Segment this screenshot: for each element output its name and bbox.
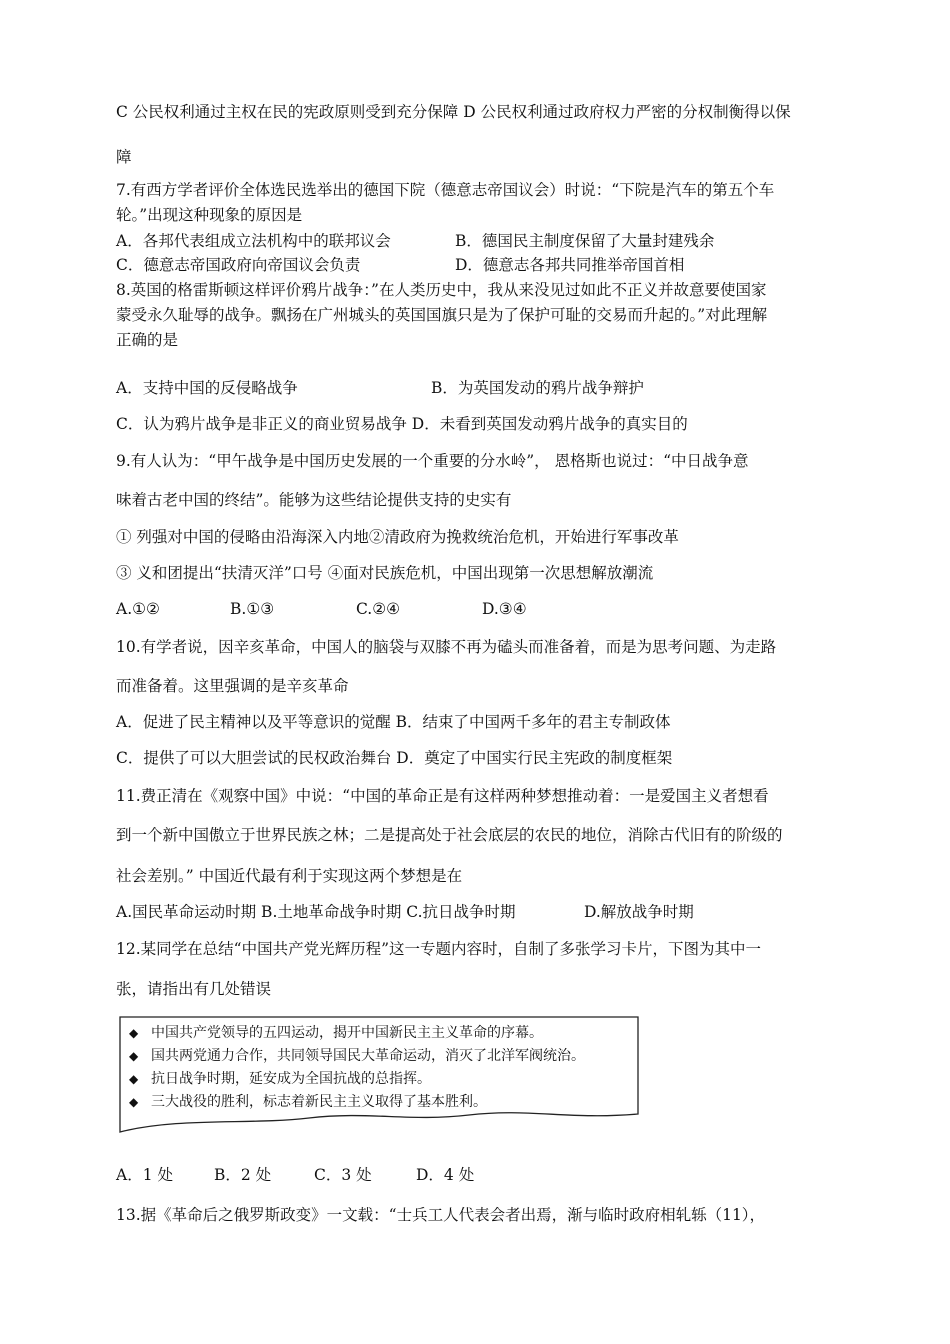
question-9-statements-3-4: ③ 义和团提出“扶清灭洋”口号 ④面对民族危机，中国出现第一次思想解放潮流 <box>116 564 654 582</box>
card-item: ◆ 中国共产党领导的五四运动，揭开中国新民主主义革命的序幕。 <box>129 1025 543 1041</box>
question-11-stem: 11.费正清在《观察中国》中说：“中国的革命正是有这样两种梦想推动着：一是爱国主义者想看 <box>116 787 769 805</box>
question-7-option-a: A．各邦代表组成立法机构中的联邦议会 <box>116 232 391 250</box>
diamond-bullet-icon: ◆ <box>129 1026 139 1040</box>
question-9-stem: 9.有人认为：“甲午战争是中国历史发展的一个重要的分水岭”， 恩格斯也说过：“中日战争意 <box>116 452 749 470</box>
question-7-option-c: C．德意志帝国政府向帝国议会负责 <box>116 256 361 274</box>
question-10-options-cd: C．提供了可以大胆尝试的民权政治舞台 D．奠定了中国实行民主宪政的制度框架 <box>116 749 673 767</box>
question-10-options-ab: A．促进了民主精神以及平等意识的觉醒 B．结束了中国两千多年的君主专制政体 <box>116 713 671 731</box>
question-9-statements-1-2: ① 列强对中国的侵略由沿海深入内地②清政府为挽救统治危机，开始进行军事改革 <box>116 528 679 546</box>
question-12-stem-continued: 张，请指出有几处错误 <box>116 980 272 998</box>
question-9-option-c: C.②④ <box>356 600 401 618</box>
question-11-options-abc: A.国民革命运动时期 B.土地革命战争时期 C.抗日战争时期 <box>116 903 516 921</box>
question-9-option-b: B.①③ <box>230 600 275 618</box>
question-12-stem: 12.某同学在总结“中国共产党光辉历程”这一专题内容时，自制了多张学习卡片，下图为其中一 <box>116 940 762 958</box>
question-10-stem-continued: 而准备着。这里强调的是辛亥革命 <box>116 677 349 695</box>
question-11-option-d: D.解放战争时期 <box>584 903 694 921</box>
question-8-stem-end: 正确的是 <box>116 331 179 349</box>
question-6-options-cd: C 公民权利通过主权在民的宪政原则受到充分保障 D 公民权利通过政府权力严密的分权制衡得以保 <box>116 103 791 121</box>
diamond-bullet-icon: ◆ <box>129 1072 139 1086</box>
question-7-stem-continued: 轮。”出现这种现象的原因是 <box>116 206 303 224</box>
card-item: ◆ 三大战役的胜利，标志着新民主主义取得了基本胜利。 <box>129 1094 487 1110</box>
question-9-option-d: D.③④ <box>482 600 527 618</box>
question-6-option-d-continued: 障 <box>116 148 132 166</box>
question-7-option-b: B．德国民主制度保留了大量封建残余 <box>455 232 715 250</box>
question-12-option-b: B．2 处 <box>214 1166 272 1184</box>
question-11-stem-continued: 到一个新中国傲立于世界民族之林；二是提高处于社会底层的农民的地位，消除古代旧有的阶级的 <box>116 826 783 844</box>
diamond-bullet-icon: ◆ <box>129 1095 139 1109</box>
diamond-bullet-icon: ◆ <box>129 1049 139 1063</box>
question-12-option-d: D．4 处 <box>416 1166 475 1184</box>
question-8-stem-continued: 蒙受永久耻辱的战争。飘扬在广州城头的英国国旗只是为了保护可耻的交易而升起的。”对此理解 <box>116 306 768 324</box>
question-9-option-a: A.①② <box>116 600 160 618</box>
question-11-stem-end: 社会差别。” 中国近代最有利于实现这两个梦想是在 <box>116 867 463 885</box>
card-item: ◆ 国共两党通力合作，共同领导国民大革命运动，消灭了北洋军阀统治。 <box>129 1048 585 1064</box>
study-card-figure <box>119 1016 639 1134</box>
question-7-option-d: D．德意志各邦共同推举帝国首相 <box>455 256 685 274</box>
question-8-option-a: A．支持中国的反侵略战争 <box>116 379 298 397</box>
question-8-option-b: B．为英国发动的鸦片战争辩护 <box>431 379 644 397</box>
card-item: ◆ 抗日战争时期，延安成为全国抗战的总指挥。 <box>129 1071 431 1087</box>
question-12-option-a: A．1 处 <box>116 1166 173 1184</box>
question-10-stem: 10.有学者说，因辛亥革命，中国人的脑袋与双膝不再为磕头而准备着，而是为思考问题、为走路 <box>116 638 777 656</box>
question-8-options-cd: C．认为鸦片战争是非正义的商业贸易战争 D．未看到英国发动鸦片战争的真实目的 <box>116 415 688 433</box>
question-9-stem-continued: 味着古老中国的终结”。能够为这些结论提供支持的史实有 <box>116 491 512 509</box>
question-12-option-c: C．3 处 <box>314 1166 372 1184</box>
question-13-stem: 13.据《革命后之俄罗斯政变》一文载：“士兵工人代表会者出焉，渐与临时政府相轧轹（11）， <box>116 1206 766 1224</box>
question-8-stem: 8.英国的格雷斯顿这样评价鸦片战争：”在人类历史中，我从来没见过如此不正义并故意要使国家 <box>116 281 767 299</box>
question-7-stem: 7.有西方学者评价全体选民选举出的德国下院（德意志帝国议会）时说：“下院是汽车的第五个车 <box>116 181 775 199</box>
